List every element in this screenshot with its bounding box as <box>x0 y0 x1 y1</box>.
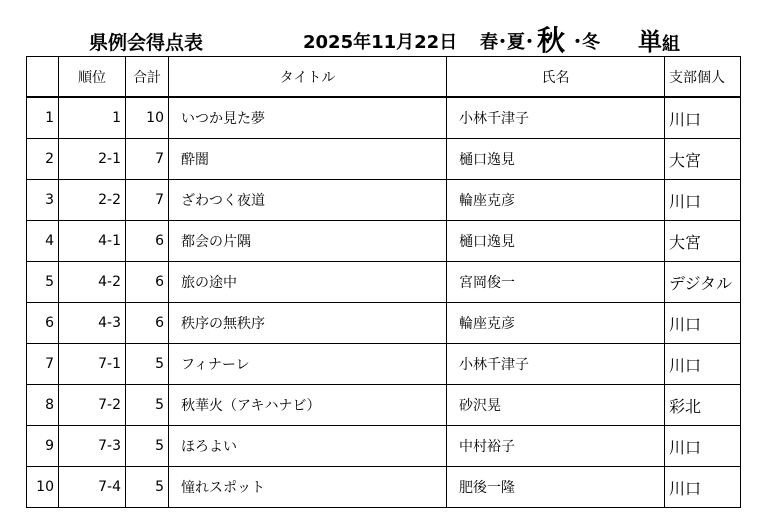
author-name-cell: 輪座克彦 <box>447 303 665 344</box>
total-score-cell: 7 <box>126 139 169 180</box>
season-autumn: 秋 <box>537 24 566 57</box>
row-number: 5 <box>27 262 59 303</box>
branch-cell: デジタル <box>665 262 741 303</box>
row-number: 6 <box>27 303 59 344</box>
rank-cell: 7-3 <box>59 426 126 467</box>
author-name-cell: 中村裕子 <box>447 426 665 467</box>
work-title-cell: フィナーレ <box>169 344 447 385</box>
header-no <box>27 57 59 98</box>
table-row <box>27 180 741 221</box>
table-row <box>27 467 741 508</box>
total-score-cell: 5 <box>126 426 169 467</box>
row-number: 1 <box>27 97 59 139</box>
rank-cell: 4-3 <box>59 303 126 344</box>
table-row <box>27 139 741 180</box>
table-row <box>27 303 741 344</box>
branch-cell: 川口 <box>665 180 741 221</box>
sheet-title: 県例会得点表 <box>89 32 204 54</box>
row-number: 10 <box>27 467 59 508</box>
branch-cell: 大宮 <box>665 221 741 262</box>
rank-cell: 4-1 <box>59 221 126 262</box>
rank-cell: 7-1 <box>59 344 126 385</box>
table-row <box>27 344 741 385</box>
table-row <box>27 262 741 303</box>
season-winter: ･冬 <box>573 32 600 53</box>
branch-cell: 川口 <box>665 303 741 344</box>
branch-cell: 大宮 <box>665 139 741 180</box>
total-score-cell: 6 <box>126 221 169 262</box>
table-row <box>27 97 741 139</box>
rank-cell: 1 <box>59 97 126 139</box>
meeting-date: 2025年11月22日 <box>303 32 458 53</box>
table-row <box>27 385 741 426</box>
row-number: 7 <box>27 344 59 385</box>
work-title-cell: 酔闇 <box>169 139 447 180</box>
author-name-cell: 砂沢晃 <box>447 385 665 426</box>
total-score-cell: 6 <box>126 262 169 303</box>
work-title-cell: 秩序の無秩序 <box>169 303 447 344</box>
branch-cell: 彩北 <box>665 385 741 426</box>
branch-cell: 川口 <box>665 97 741 139</box>
header-name: 氏名 <box>447 57 665 98</box>
total-score-cell: 5 <box>126 385 169 426</box>
score-table <box>26 56 741 508</box>
work-title-cell: いつか見た夢 <box>169 97 447 139</box>
table-row <box>27 426 741 467</box>
sheet-header <box>0 0 766 56</box>
rank-cell: 7-4 <box>59 467 126 508</box>
branch-cell: 川口 <box>665 426 741 467</box>
table-row <box>27 221 741 262</box>
total-score-cell: 7 <box>126 180 169 221</box>
author-name-cell: 肥後一隆 <box>447 467 665 508</box>
author-name-cell: 輪座克彦 <box>447 180 665 221</box>
header-branch: 支部個人 <box>665 57 741 98</box>
author-name-cell: 樋口逸見 <box>447 221 665 262</box>
rank-cell: 2-1 <box>59 139 126 180</box>
total-score-cell: 10 <box>126 97 169 139</box>
rank-cell: 2-2 <box>59 180 126 221</box>
class-label <box>638 22 680 57</box>
table-header-row <box>27 57 741 98</box>
total-score-cell: 6 <box>126 303 169 344</box>
branch-cell: 川口 <box>665 467 741 508</box>
author-name-cell: 小林千津子 <box>447 97 665 139</box>
rank-cell: 7-2 <box>59 385 126 426</box>
work-title-cell: 秋華火（アキハナビ） <box>169 385 447 426</box>
row-number: 9 <box>27 426 59 467</box>
work-title-cell: ざわつく夜道 <box>169 180 447 221</box>
class-main: 単 <box>638 28 662 56</box>
row-number: 3 <box>27 180 59 221</box>
header-title: タイトル <box>169 57 447 98</box>
author-name-cell: 樋口逸見 <box>447 139 665 180</box>
row-number: 2 <box>27 139 59 180</box>
author-name-cell: 宮岡俊一 <box>447 262 665 303</box>
season-spring-summer: 春･夏･ <box>480 32 534 53</box>
header-rank: 順位 <box>59 57 126 98</box>
rank-cell: 4-2 <box>59 262 126 303</box>
row-number: 8 <box>27 385 59 426</box>
work-title-cell: 都会の片隅 <box>169 221 447 262</box>
total-score-cell: 5 <box>126 467 169 508</box>
author-name-cell: 小林千津子 <box>447 344 665 385</box>
work-title-cell: 旅の途中 <box>169 262 447 303</box>
class-suffix: 組 <box>662 34 680 55</box>
work-title-cell: 憧れスポット <box>169 467 447 508</box>
work-title-cell: ほろよい <box>169 426 447 467</box>
row-number: 4 <box>27 221 59 262</box>
header-total: 合計 <box>126 57 169 98</box>
total-score-cell: 5 <box>126 344 169 385</box>
branch-cell: 川口 <box>665 344 741 385</box>
